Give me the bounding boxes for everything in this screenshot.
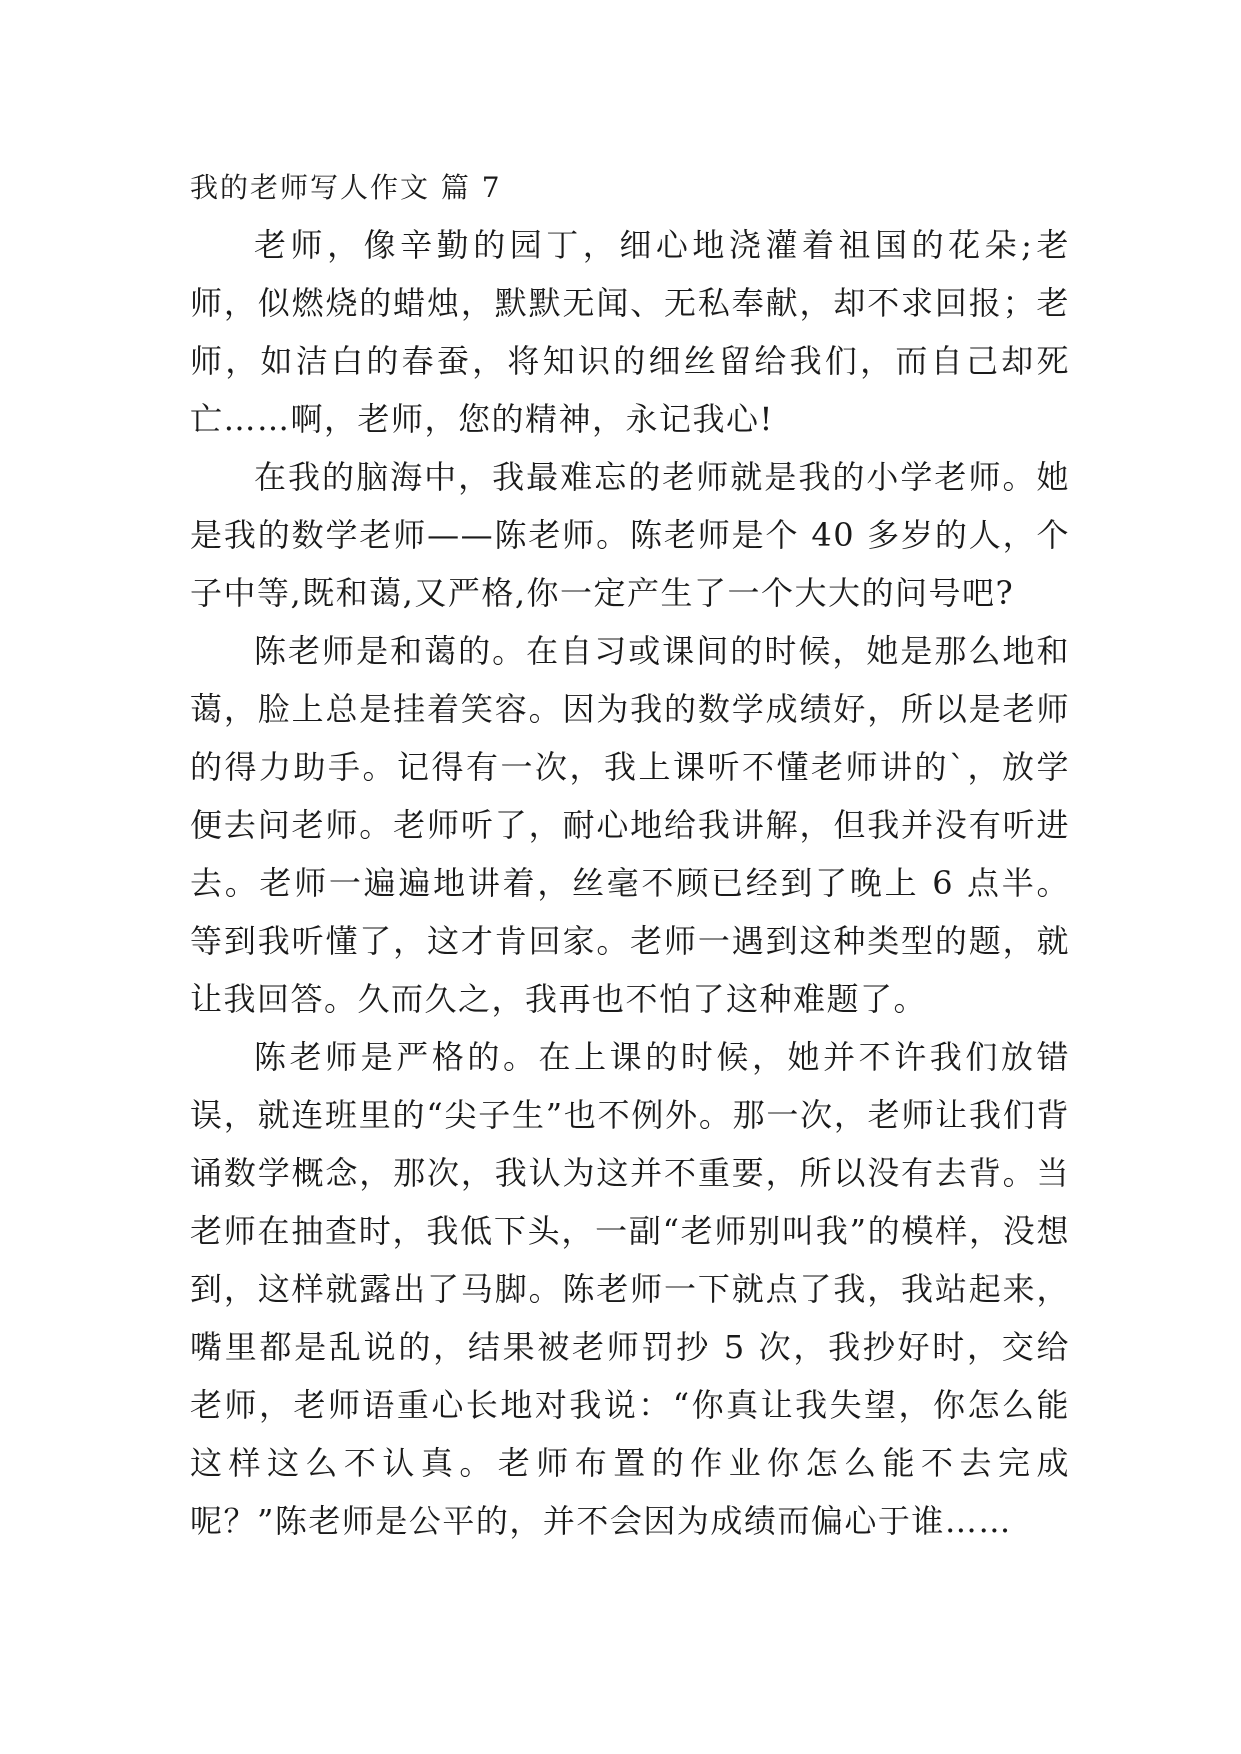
- document-body: [190, 160, 1070, 1550]
- document-title: 我的老师写人作文 篇 7: [190, 171, 502, 204]
- paragraph-kind: 陈老师是和蔼的。在自习或课间的时候，她是那么地和蔼，脸上总是挂着笑容。因为我的数学成绩好，所以是老师的得力助手。记得有一次，我上课听不懂老师讲的`，放学便去问老师。老师听了，耐心地给我讲解，但我并没有听进去。老师一遍遍地讲着，丝毫不顾已经到了晚上 6 点半。等到我听懂了，这才肯回家。老师一遇到这种类型的题，就让我回答。久而久之，我再也不怕了这种难题了。: [190, 632, 1070, 1018]
- paragraph-teacher-intro: 在我的脑海中，我最难忘的老师就是我的小学老师。她是我的数学老师——陈老师。陈老师是个 40 多岁的人，个子中等,既和蔼,又严格,你一定产生了一个大大的问号吧?: [190, 458, 1070, 612]
- paragraph-strict: 陈老师是严格的。在上课的时候，她并不许我们放错误，就连班里的“尖子生”也不例外。那一次，老师让我们背诵数学概念，那次，我认为这并不重要，所以没有去背。当老师在抽查时，我低下头，一副“老师别叫我”的模样，没想到，这样就露出了马脚。陈老师一下就点了我，我站起来，嘴里都是乱说的，结果被老师罚抄 5 次，我抄好时，交给老师，老师语重心长地对我说：“你真让我失望，你怎么能这样这么不认真。老师布置的作业你怎么能不去完成呢？”陈老师是公平的，并不会因为成绩而偏心于谁……: [190, 1038, 1070, 1540]
- paragraph-intro: 老师，像辛勤的园丁，细心地浇灌着祖国的花朵;老师，似燃烧的蜡烛，默默无闻、无私奉献，却不求回报；老师，如洁白的春蚕，将知识的细丝留给我们，而自己却死亡……啊，老师，您的精神，永记我心!: [190, 226, 1070, 438]
